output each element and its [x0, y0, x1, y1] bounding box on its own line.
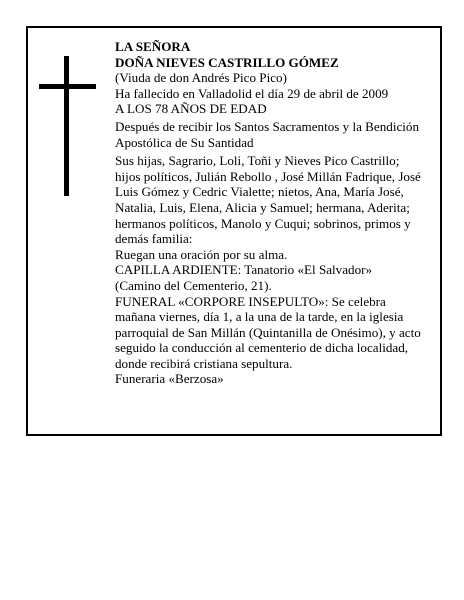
funeral-details: FUNERAL «CORPORE INSEPULTO»: Se celebra mañana viernes, día 1, a la una de la tarde, en la iglesia parroquial de San Millán (Quintanilla de Onésimo), y acto seguido la conducción al cementerio de dicha localidad, donde recibirá cristiana sepultura.: [115, 293, 421, 371]
age-statement: A LOS 78 AÑOS DE EDAD: [115, 101, 267, 117]
family-list: Sus hijas, Sagrario, Loli, Toñi y Nieves Pico Castrillo; hijos políticos, Julián Rebollo , José Millán Fadrique, José Luis Gómez y Cedric Vialette; nietos, Ana, María José, Natalia, Luis, Elena, Alicia y Samuel; hermana, Aderita; hermanos políticos, Manolo y Cuqui; sobrinos, primos y demás familia:: [115, 153, 421, 247]
obituary-text: [115, 39, 425, 387]
sacraments-statement: Después de recibir los Santos Sacramentos y la Bendición Apostólica de Su Santidad: [115, 119, 419, 151]
chapel-line-2: (Camino del Cementerio, 21).: [115, 277, 272, 293]
notice-title: LA SEÑORA: [115, 39, 191, 54]
deceased-name: DOÑA NIEVES CASTRILLO GÓMEZ: [115, 54, 339, 70]
funeral-home: Funeraria «Berzosa»: [115, 371, 224, 387]
prayer-request: Ruegan una oración por su alma.: [115, 246, 288, 262]
chapel-line-1: CAPILLA ARDIENTE: Tanatorio «El Salvador»: [115, 262, 373, 278]
death-statement: Ha fallecido en Valladolid el día 29 de abril de 2009: [115, 85, 389, 101]
cross-vertical-bar: [64, 56, 69, 196]
widow-of: (Viuda de don Andrés Pico Pico): [115, 70, 287, 86]
cross-horizontal-bar: [39, 84, 96, 89]
